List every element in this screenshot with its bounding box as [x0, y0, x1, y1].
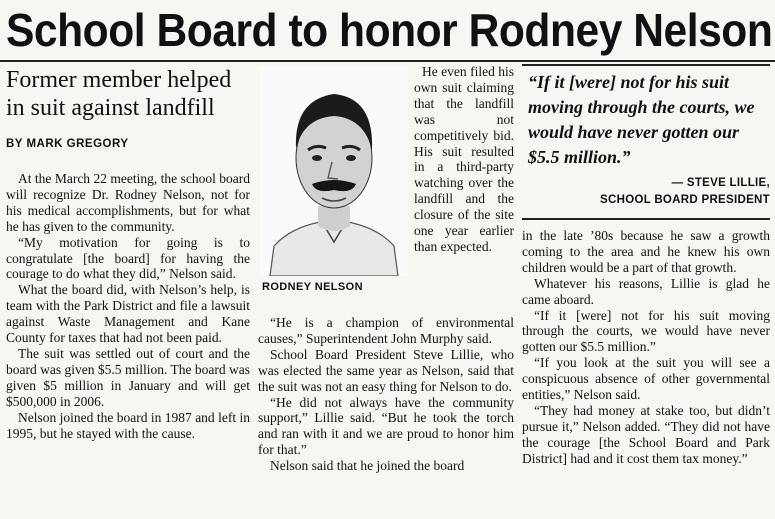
article-column-2-top — [414, 64, 514, 255]
paragraph: in the late ’80s because he saw a growth coming to the area and he knew his own children would be a part of that growth. — [522, 228, 770, 275]
headline: School Board to honor Rodney Nelson — [6, 4, 773, 56]
byline: BY MARK GREGORY — [6, 138, 129, 150]
pull-quote-rule-bottom — [522, 218, 770, 220]
paragraph: Nelson joined the board in 1987 and left in 1995, but he stayed with the cause. — [6, 409, 250, 441]
paragraph: He even filed his own suit claiming that the landfill was not competitively bid. His suit resulted in a third-party watching over the landfill and the closure of the site one year earlier than expected. — [414, 64, 514, 254]
article-column-2 — [258, 315, 514, 474]
paragraph: “If it [were] not for his suit moving through the courts, we would have never gotten our $5.5 million.” — [522, 307, 770, 355]
paragraph: “If you look at the suit you will see a conspicuous absence of other governmental entities,” Nelson said. — [522, 355, 770, 403]
paragraph: “My motivation for going is to congratulate [the board] for having the courage to do what they did,” Nelson said. — [6, 234, 250, 282]
portrait-illustration — [260, 66, 408, 276]
paragraph: What the board did, with Nelson’s help, is team with the Park District and file a lawsuit against Waste Management and Kane County for taxes that had not been paid. — [6, 282, 250, 346]
subhead: Former member helped in suit against landfill — [6, 67, 232, 121]
paragraph: Nelson said that he joined the board — [270, 458, 465, 474]
paragraph: “He did not always have the community support,” Lillie said. “But he took the torch and ran with it and we are proud to honor him for that.” — [258, 394, 514, 458]
pull-quote: “If it [were] not for his suit moving through the courts, we would have never gotten our $5.5 million.” — [528, 72, 755, 167]
paragraph: Whatever his reasons, Lillie is glad he came aboard. — [522, 275, 770, 307]
portrait-photo — [260, 66, 408, 276]
paragraph: “He is a champion of environmental causes,” Superintendent John Murphy said. — [258, 315, 514, 346]
pull-quote-attribution — [600, 175, 770, 209]
pull-quote-rule-top — [522, 64, 770, 66]
paragraph: School Board President Steve Lillie, who was elected the same year as Nelson, said that the suit was not an easy thing for Nelson to do. — [258, 346, 514, 394]
photo-caption: RODNEY NELSON — [262, 281, 363, 293]
paragraph: “They had money at stake too, but didn’t pursue it,” Nelson added. “They did not have the courage [the School Board and Park District] had and it cost them tax money.” — [522, 402, 770, 466]
paragraph: The suit was settled out of court and the board was given $5.5 million. The board was given $5 million in January and will get $500,000 in 2006. — [6, 345, 250, 409]
article-column-3 — [522, 228, 770, 467]
attribution-title: SCHOOL BOARD PRESIDENT — [600, 194, 770, 206]
attribution-name: — STEVE LILLIE, — [671, 177, 770, 189]
headline-rule — [0, 60, 775, 62]
paragraph: At the March 22 meeting, the school board will recognize Dr. Rodney Nelson, not for his medical accomplishments, but for what he has given to the community. — [6, 171, 250, 234]
article-column-1 — [6, 171, 250, 441]
